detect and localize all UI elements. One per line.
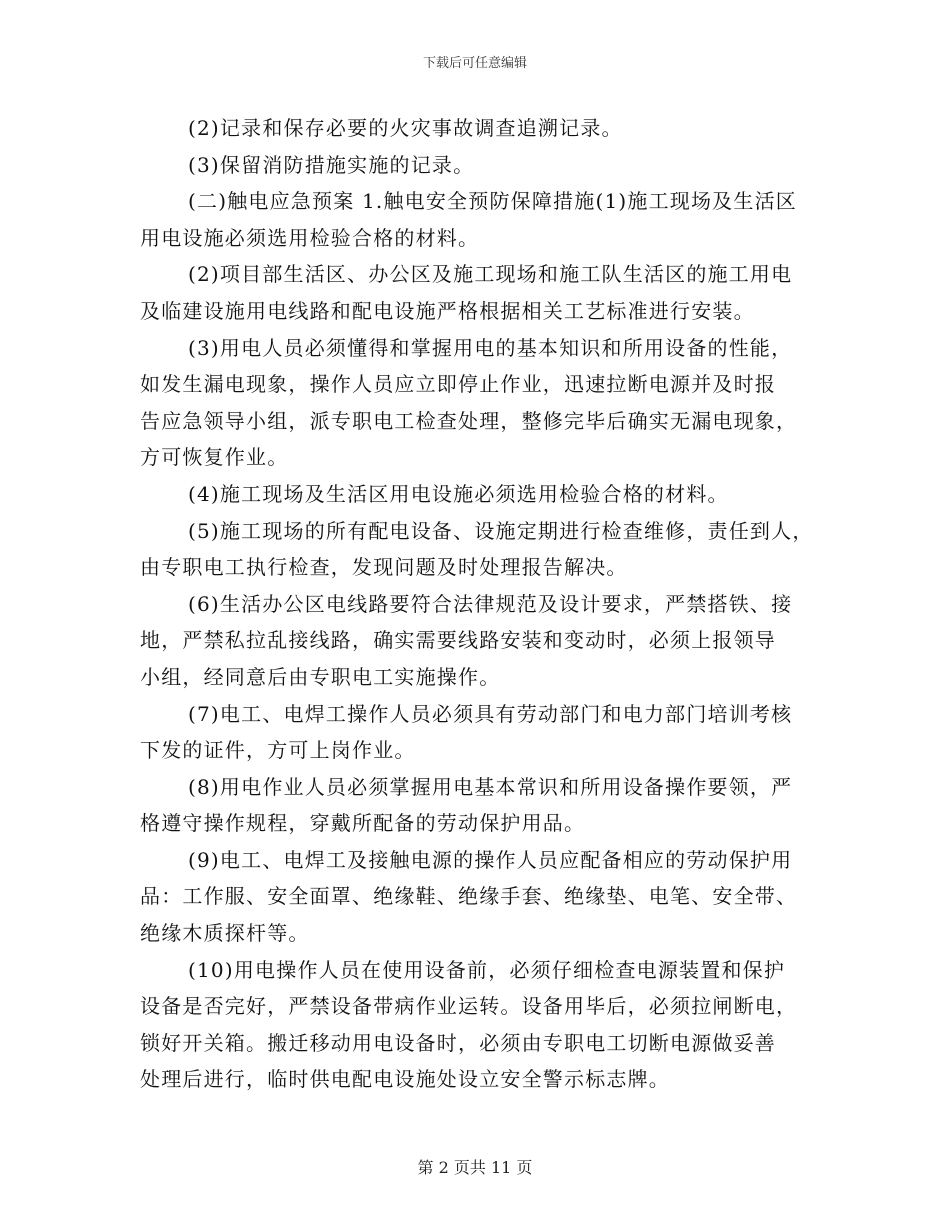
text-line: 格遵守操作规程，穿戴所配备的劳动保护用品。 xyxy=(140,811,586,836)
text-line: 处理后进行，临时供电配电设施处设立安全警示标志牌。 xyxy=(140,1067,670,1092)
text-line: 下发的证件，方可上岗作业。 xyxy=(140,738,416,763)
text-line: 锁好开关箱。搬迁移动用电设备时，必须由专职电工切断电源做妥善 xyxy=(140,1030,776,1055)
text-line: 地，严禁私拉乱接线路，确实需要线路安装和变动时，必须上报领导 xyxy=(140,628,776,653)
text-line: 品：工作服、安全面罩、绝缘鞋、绝缘手套、绝缘垫、电笔、安全带、 xyxy=(140,884,798,909)
text-line: 小组，经同意后由专职电工实施操作。 xyxy=(140,664,501,689)
paragraph xyxy=(140,696,830,769)
text-line: (10)用电操作人员在使用设备前，必须仔细检查电源装置和保护 xyxy=(188,957,786,982)
document-body xyxy=(140,110,830,1098)
text-line: (3)用电人员必须懂得和掌握用电的基本知识和所用设备的性能， xyxy=(188,335,793,360)
text-line: 告应急领导小组，派专职电工检查处理，整修完毕后确实无漏电现象， xyxy=(140,408,798,433)
text-line: 如发生漏电现象，操作人员应立即停止作业，迅速拉断电源并及时报 xyxy=(140,372,776,397)
paragraph xyxy=(140,256,830,329)
text-line: (6)生活办公区电线路要符合法律规范及设计要求，严禁搭铁、接 xyxy=(188,591,793,616)
paragraph xyxy=(140,476,830,513)
text-line: (8)用电作业人员必须掌握用电基本常识和所用设备操作要领，严 xyxy=(188,774,793,799)
text-line: (2)项目部生活区、办公区及施工现场和施工队生活区的施工用电 xyxy=(188,262,793,287)
paragraph xyxy=(140,952,830,1098)
paragraph xyxy=(140,769,830,842)
text-line: (二)触电应急预案 1.触电安全预防保障措施(1)施工现场及生活区 xyxy=(188,189,797,214)
page-footer: 第 2 页共 11 页 xyxy=(417,1158,533,1177)
text-line: 用电设施必须选用检验合格的材料。 xyxy=(140,225,480,250)
paragraph xyxy=(140,842,830,952)
text-line: 设备是否完好，严禁设备带病作业运转。设备用毕后，必须拉闸断电， xyxy=(140,994,798,1019)
text-line: (4)施工现场及生活区用电设施必须选用检验合格的材料。 xyxy=(188,481,729,506)
paragraph xyxy=(140,586,830,696)
text-line: (5)施工现场的所有配电设备、设施定期进行检查维修，责任到人， xyxy=(188,518,814,543)
text-line: 方可恢复作业。 xyxy=(140,445,289,470)
text-line: (9)电工、电焊工及接触电源的操作人员应配备相应的劳动保护用 xyxy=(188,847,793,872)
text-line: 绝缘木质探杆等。 xyxy=(140,921,310,946)
paragraph xyxy=(140,110,830,147)
text-line: 及临建设施用电线路和配电设施严格根据相关工艺标准进行安装。 xyxy=(140,298,755,323)
text-line: (2)记录和保存必要的火灾事故调查追溯记录。 xyxy=(188,116,623,140)
page-header: 下载后可任意编辑 xyxy=(422,56,527,71)
text-line: (3)保留消防措施实施的记录。 xyxy=(188,152,475,177)
paragraph xyxy=(140,330,830,476)
text-line: 由专职电工执行检查，发现问题及时处理报告解决。 xyxy=(140,555,628,580)
paragraph xyxy=(140,513,830,586)
text-line: (7)电工、电焊工操作人员必须具有劳动部门和电力部门培训考核 xyxy=(188,701,793,726)
paragraph xyxy=(140,147,830,184)
paragraph xyxy=(140,183,830,256)
